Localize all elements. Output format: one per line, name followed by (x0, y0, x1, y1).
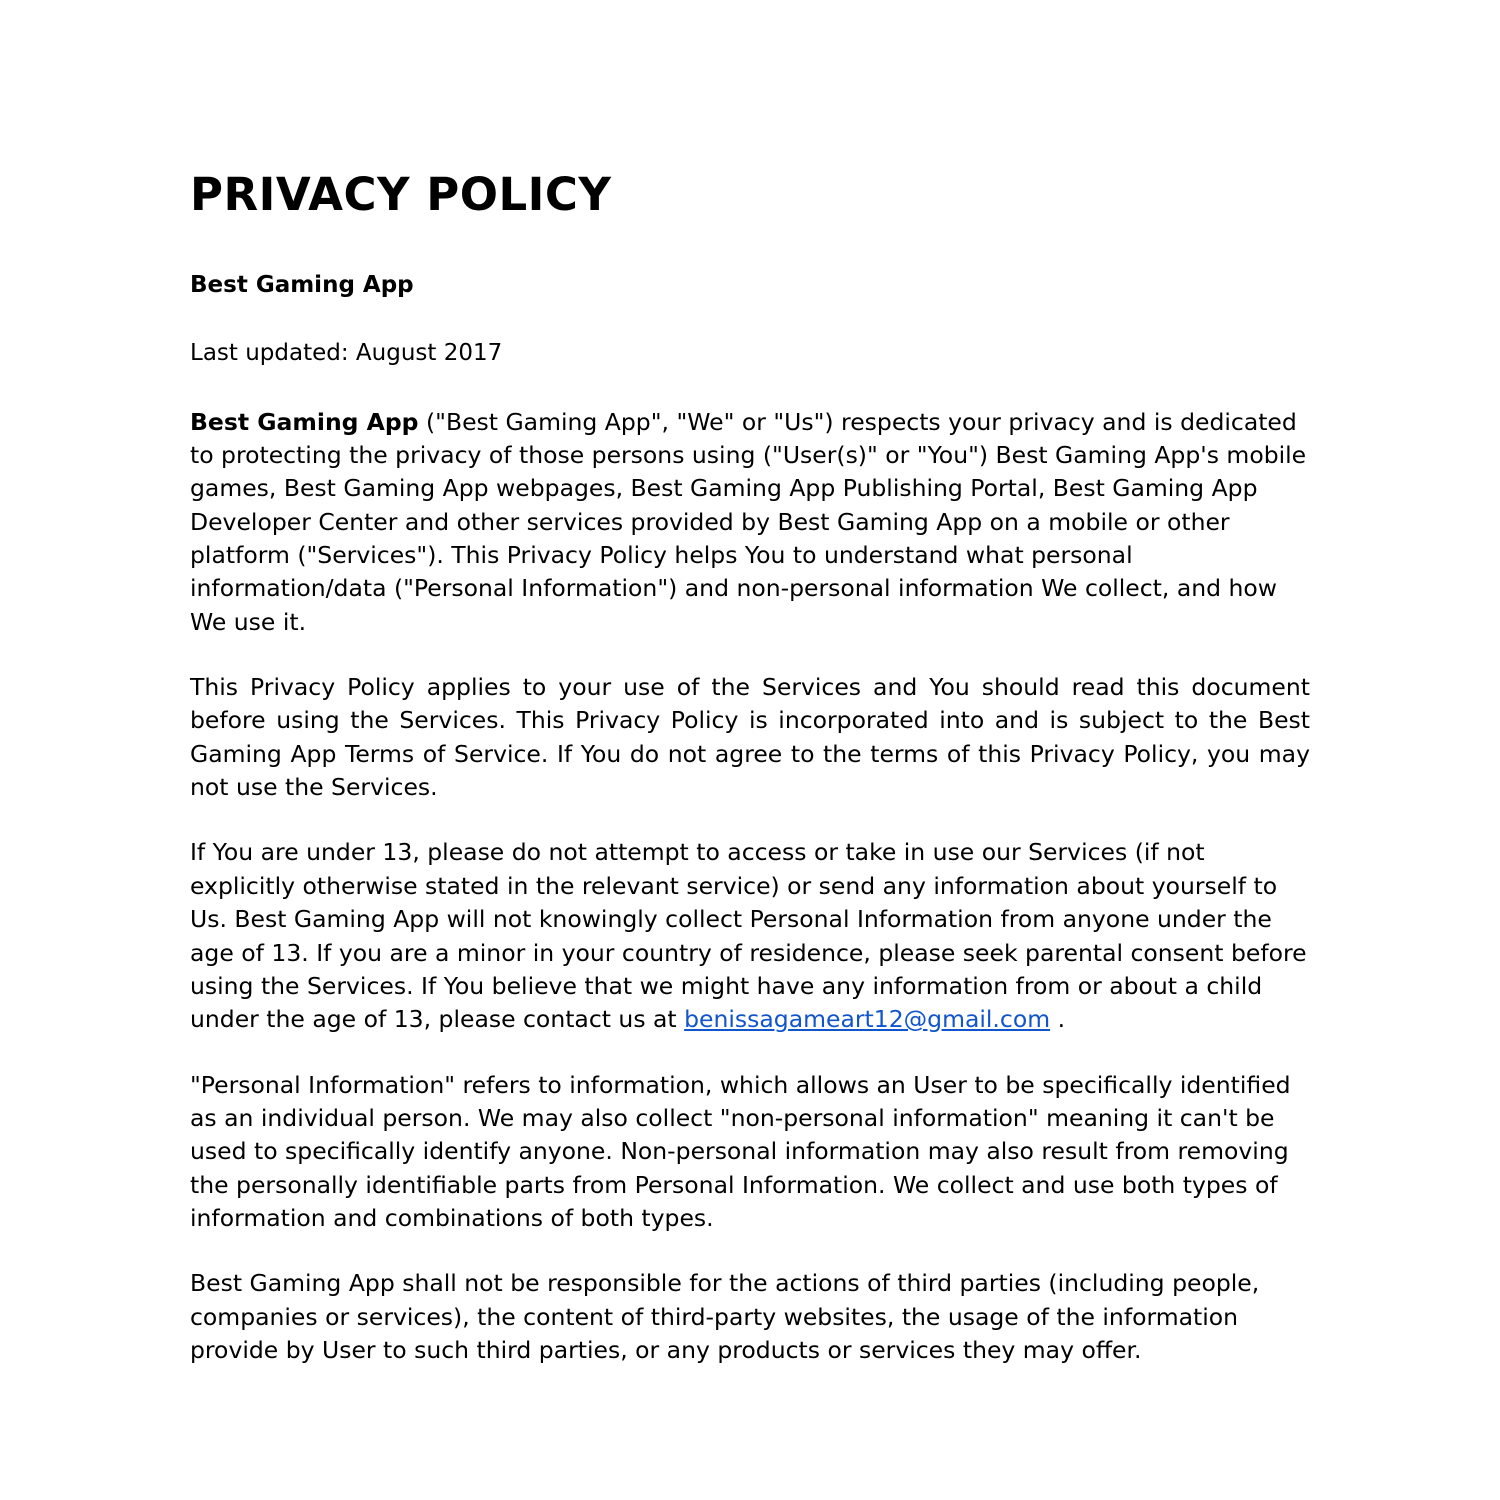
paragraph-intro (190, 406, 1310, 640)
intro-rest-text: ("Best Gaming App", "We" or "Us") respects your privacy and is dedicated to protecting the privacy of those persons using ("User(s)" or "You") Best Gaming App's mobile games, Best Gaming App webpages, Best Gaming App Publishing Portal, Best Gaming App Developer Center and other services provided by Best Gaming App on a mobile or other platform ("Services"). This Privacy Policy helps You to understand what personal information/data ("Personal Information") and non-personal information We collect, and how We use it. (190, 407, 1307, 636)
page-title: PRIVACY POLICY (190, 168, 612, 221)
intro-lead-bold: Best Gaming App (190, 407, 419, 436)
paragraph-under-13 (190, 836, 1310, 1036)
paragraph-personal-information: "Personal Information" refers to information, which allows an User to be specifically identified as an individual person. We may also collect "non-personal information" meaning it can't be used to specifically identify anyone. Non-personal information may also result from removing the personally identifiable parts from Personal Information. We collect and use both types of information and combinations of both types. (190, 1070, 1291, 1233)
paragraph-third-parties: Best Gaming App shall not be responsible for the actions of third parties (including people, companies or services), the content of third-party websites, the usage of the information provide by User to such third parties, or any products or services they may offer. (190, 1269, 1260, 1365)
paragraph-applies: This Privacy Policy applies to your use of the Services and You should read this document before using the Services. This Privacy Policy is incorporated into and is subject to the Best Gaming App Terms of Service. If You do not agree to the terms of this Privacy Policy, you may not use the Services. (190, 673, 1310, 802)
last-updated-text: Last updated: August 2017 (190, 339, 503, 366)
contact-email-link[interactable]: benissagameart12@gmail.com (684, 1005, 1051, 1034)
under13-after-text: . (1050, 1005, 1066, 1034)
app-name-heading: Best Gaming App (190, 271, 414, 298)
under13-before-text: If You are under 13, please do not attempt to access or take in use our Services (if not explicitly otherwise stated in the relevant service) or send any information about yourself to Us. Best Gaming App will not knowingly collect Personal Information from anyone under the age of 13. If you are a minor in your country of residence, please seek parental consent before using the Services. If You believe that we might have any information from or about a child under the age of 13, please contact us at (190, 838, 1307, 1034)
